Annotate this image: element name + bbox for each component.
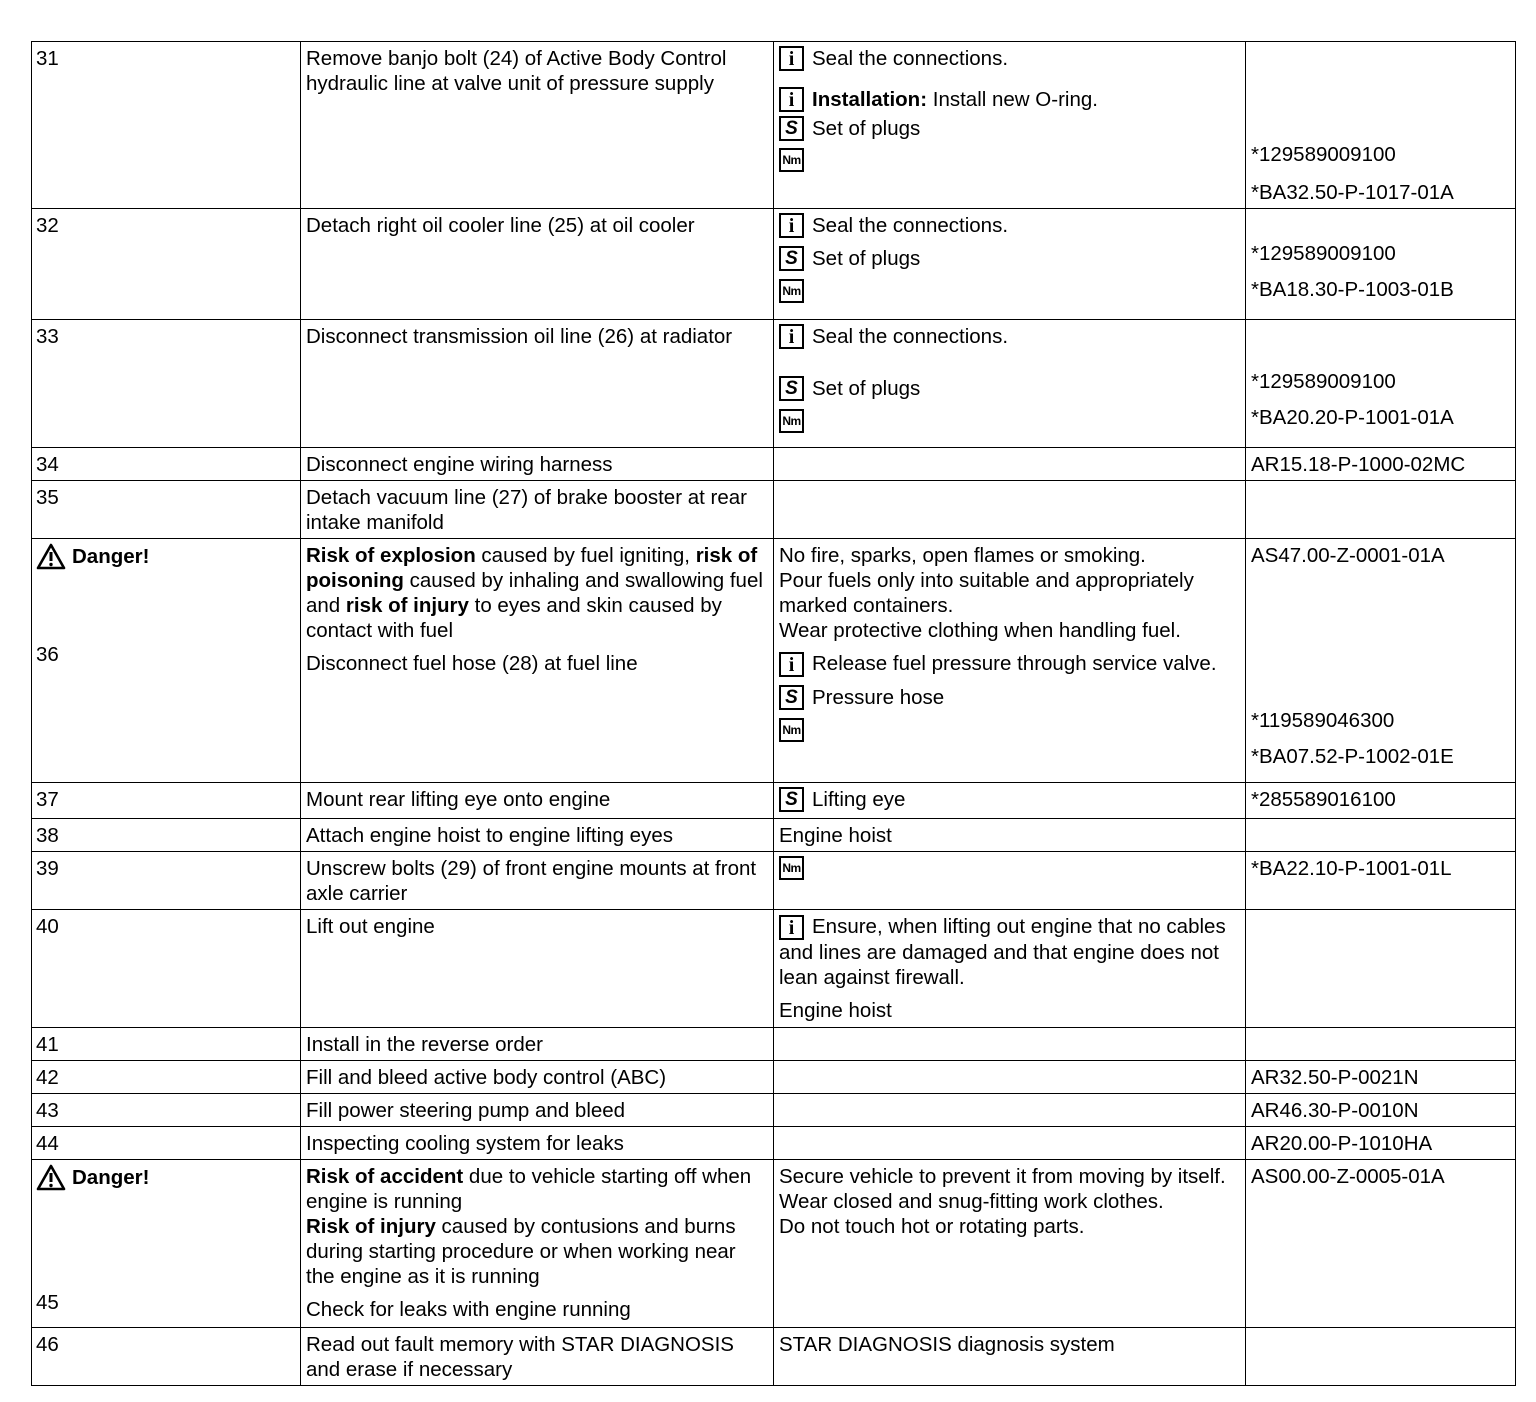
measure-text: No fire, sparks, open flames or smoking. xyxy=(779,544,1146,567)
step-refs xyxy=(1246,539,1516,783)
torque-icon: Nm xyxy=(779,409,804,433)
step-notes xyxy=(774,1094,1246,1127)
step-number: 44 xyxy=(32,1127,301,1160)
table-row xyxy=(32,1127,1516,1160)
step-notes: No fire, sparks, open flames or smoking. Pour fuels only into suitable and appropriately marked containers. Wear protective clothing when handling fuel. i Release fuel pressure through service valve. S Pressure hose Nm xyxy=(774,539,1246,783)
special-tool-icon: S xyxy=(779,246,804,271)
step-notes xyxy=(774,1160,1246,1328)
step-number: 38 xyxy=(32,819,301,852)
step-action: Install in the reverse order xyxy=(301,1028,774,1061)
table-row xyxy=(32,1028,1516,1061)
step-action: Attach engine hoist to engine lifting eyes xyxy=(301,819,774,852)
step-action: Detach vacuum line (27) of brake booster at rear intake manifold xyxy=(301,481,774,539)
step-notes xyxy=(774,852,1246,910)
step-refs xyxy=(1246,320,1516,448)
torque-icon: Nm xyxy=(779,148,804,172)
danger-label: Danger! xyxy=(36,543,295,570)
step-notes: i Ensure, when lifting out engine that no cables and lines are damaged and that engine does not lean against firewall. Engine hoist xyxy=(774,910,1246,1028)
step-notes xyxy=(774,1127,1246,1160)
step-number xyxy=(32,1160,301,1328)
step-number: 41 xyxy=(32,1028,301,1061)
action-text: Disconnect fuel hose (28) at fuel line xyxy=(306,652,638,675)
action-text: Check for leaks with engine running xyxy=(306,1298,631,1321)
table-row xyxy=(32,1328,1516,1386)
special-tool-icon: S xyxy=(779,116,804,141)
step-refs xyxy=(1246,481,1516,539)
info-icon: i xyxy=(779,915,804,940)
step-refs: AR32.50-P-0021N xyxy=(1246,1061,1516,1094)
step-number: 34 xyxy=(32,448,301,481)
info-icon: i xyxy=(779,87,804,112)
table-row xyxy=(32,852,1516,910)
step-refs: *285589016100 xyxy=(1246,783,1516,819)
step-number xyxy=(32,539,301,783)
table-row xyxy=(32,320,1516,448)
measure-text: Pour fuels only into suitable and appropriately marked containers. xyxy=(779,569,1194,617)
danger-reference: AS47.00-Z-0001-01A xyxy=(1251,544,1445,567)
torque-reference: *BA18.30-P-1003-01B xyxy=(1251,278,1454,301)
step-action: Fill and bleed active body control (ABC) xyxy=(301,1061,774,1094)
step-action: Fill power steering pump and bleed xyxy=(301,1094,774,1127)
special-tool-icon: S xyxy=(779,685,804,710)
step-refs: *BA22.10-P-1001-01L xyxy=(1246,852,1516,910)
step-number: 46 xyxy=(32,1328,301,1386)
step-refs: AR20.00-P-1010HA xyxy=(1246,1127,1516,1160)
step-notes: S Lifting eye xyxy=(774,783,1246,819)
step-number-value: 36 xyxy=(36,643,59,666)
step-number: 31 xyxy=(32,42,301,209)
table-row xyxy=(32,783,1516,819)
step-notes: i Seal the connections. S Set of plugs Nm xyxy=(774,209,1246,320)
special-tool-icon: S xyxy=(779,376,804,401)
step-refs xyxy=(1246,1028,1516,1061)
tool-reference: *129589009100 xyxy=(1251,143,1396,166)
torque-reference: *BA20.20-P-1001-01A xyxy=(1251,406,1454,429)
measure-text: Wear protective clothing when handling fuel. xyxy=(779,619,1181,642)
measure-text: Secure vehicle to prevent it from moving by itself. xyxy=(779,1165,1226,1188)
step-refs xyxy=(1246,1328,1516,1386)
step-number-value: 45 xyxy=(36,1291,59,1314)
step-notes xyxy=(774,1061,1246,1094)
step-action xyxy=(301,539,774,783)
step-notes: Engine hoist xyxy=(774,819,1246,852)
torque-reference: *BA32.50-P-1017-01A xyxy=(1251,181,1454,204)
special-tool-icon: S xyxy=(779,787,804,812)
step-action: Lift out engine xyxy=(301,910,774,1028)
measure-text: Wear closed and snug-fitting work clothes. xyxy=(779,1190,1164,1213)
danger-text: Risk of explosion caused by fuel igniting, risk of poisoning caused by inhaling and swallowing fuel and risk of injury to eyes and skin caused by contact with fuel xyxy=(306,544,763,642)
torque-icon: Nm xyxy=(779,718,804,742)
step-notes: i Seal the connections. S Set of plugs Nm xyxy=(774,320,1246,448)
step-refs: AS00.00-Z-0005-01A xyxy=(1246,1160,1516,1328)
step-action: Unscrew bolts (29) of front engine mounts at front axle carrier xyxy=(301,852,774,910)
step-notes: i Seal the connections. i Installation: Install new O-ring. S Set of plugs Nm xyxy=(774,42,1246,209)
step-action: Read out fault memory with STAR DIAGNOSIS and erase if necessary xyxy=(301,1328,774,1386)
torque-icon: Nm xyxy=(779,279,804,303)
step-action: Inspecting cooling system for leaks xyxy=(301,1127,774,1160)
step-action xyxy=(301,1160,774,1328)
info-icon: i xyxy=(779,652,804,677)
step-number: 32 xyxy=(32,209,301,320)
tool-reference: *129589009100 xyxy=(1251,370,1396,393)
step-refs: AR46.30-P-0010N xyxy=(1246,1094,1516,1127)
table-row xyxy=(32,1160,1516,1328)
step-number: 39 xyxy=(32,852,301,910)
table-row xyxy=(32,481,1516,539)
table-row xyxy=(32,1061,1516,1094)
info-icon: i xyxy=(779,213,804,238)
table-row xyxy=(32,1094,1516,1127)
procedure-table xyxy=(31,41,1516,1386)
table-row xyxy=(32,539,1516,783)
info-icon: i xyxy=(779,46,804,71)
torque-reference: *BA07.52-P-1002-01E xyxy=(1251,745,1454,768)
tool-reference: *129589009100 xyxy=(1251,242,1396,265)
step-number: 35 xyxy=(32,481,301,539)
danger-label: Danger! xyxy=(36,1164,295,1191)
tool-reference: *119589046300 xyxy=(1251,709,1395,732)
torque-icon: Nm xyxy=(779,856,804,880)
step-number: 37 xyxy=(32,783,301,819)
warning-icon xyxy=(36,543,66,570)
danger-text: Risk of accident due to vehicle starting off when engine is running Risk of injury caused by contusions and burns during starting procedure or when working near the engine as it is running xyxy=(306,1165,752,1288)
tool-text: Engine hoist xyxy=(779,999,892,1023)
step-number: 42 xyxy=(32,1061,301,1094)
step-number: 40 xyxy=(32,910,301,1028)
step-refs: AR15.18-P-1000-02MC xyxy=(1246,448,1516,481)
step-notes xyxy=(774,1028,1246,1061)
step-notes: STAR DIAGNOSIS diagnosis system xyxy=(774,1328,1246,1386)
table-row xyxy=(32,209,1516,320)
step-action: Disconnect engine wiring harness xyxy=(301,448,774,481)
step-notes xyxy=(774,481,1246,539)
measure-text: Do not touch hot or rotating parts. xyxy=(779,1215,1085,1238)
step-number: 43 xyxy=(32,1094,301,1127)
step-refs xyxy=(1246,209,1516,320)
step-action: Disconnect transmission oil line (26) at radiator xyxy=(301,320,774,448)
step-action: Detach right oil cooler line (25) at oil cooler xyxy=(301,209,774,320)
warning-icon xyxy=(36,1164,66,1191)
step-refs xyxy=(1246,819,1516,852)
info-icon: i xyxy=(779,324,804,349)
table-row xyxy=(32,819,1516,852)
step-action: Remove banjo bolt (24) of Active Body Control hydraulic line at valve unit of pressure supply xyxy=(301,42,774,209)
table-row xyxy=(32,910,1516,1028)
step-refs xyxy=(1246,42,1516,209)
step-number: 33 xyxy=(32,320,301,448)
table-row xyxy=(32,448,1516,481)
step-refs xyxy=(1246,910,1516,1028)
step-notes xyxy=(774,448,1246,481)
step-action: Mount rear lifting eye onto engine xyxy=(301,783,774,819)
table-row xyxy=(32,42,1516,209)
